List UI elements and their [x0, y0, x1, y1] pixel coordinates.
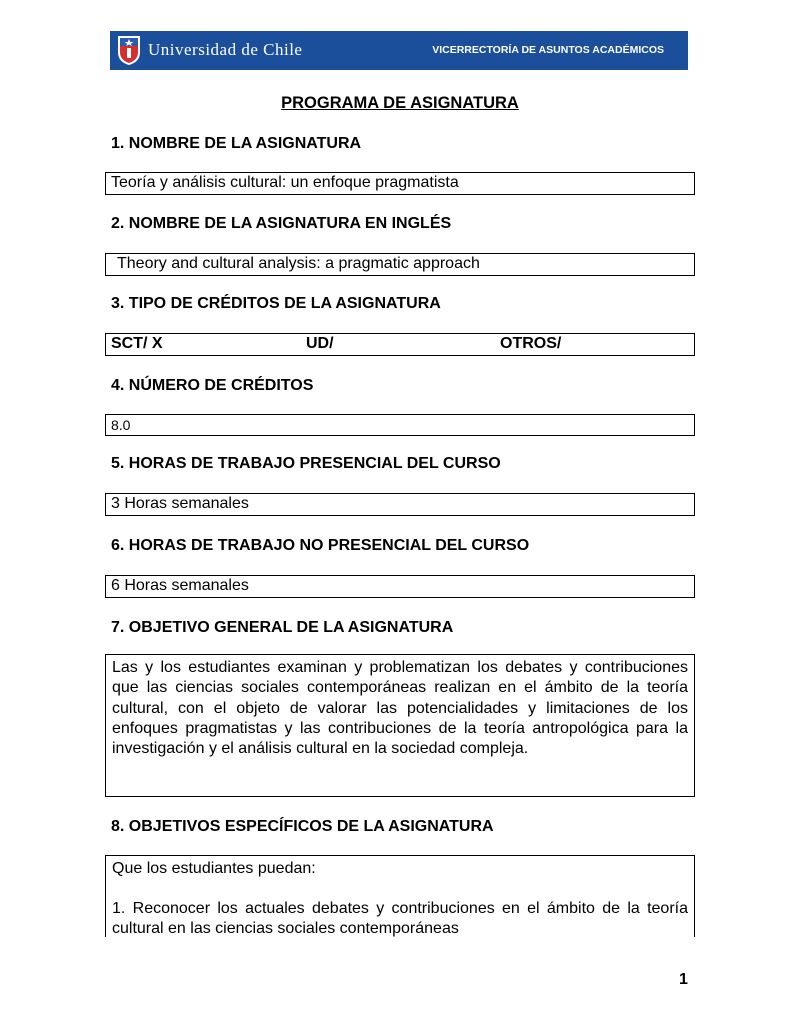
specific-objective-1: 1. Reconocer los actuales debates y contribuciones en el ámbito de la teoría cultural en las ciencias sociales contemporáneas	[112, 900, 688, 938]
credit-type-otros: OTROS/	[500, 335, 562, 352]
section-3-box	[105, 333, 695, 356]
university-name: Universidad de Chile	[148, 40, 303, 59]
page-number: 1	[679, 971, 688, 988]
credit-type-sct: SCT/ X	[111, 335, 163, 352]
university-seal-icon	[116, 34, 142, 66]
section-2-box	[105, 253, 695, 276]
section-3-heading: 3. TIPO DE CRÉDITOS DE LA ASIGNATURA	[111, 295, 441, 312]
credit-type-ud: UD/	[306, 335, 334, 352]
presential-hours: 3 Horas semanales	[111, 495, 249, 512]
section-6-box	[105, 575, 695, 598]
header-banner	[110, 31, 688, 70]
section-7-heading: 7. OBJETIVO GENERAL DE LA ASIGNATURA	[111, 619, 454, 636]
non-presential-hours: 6 Horas semanales	[111, 577, 249, 594]
course-name: Teoría y análisis cultural: un enfoque pragmatista	[111, 174, 459, 191]
section-4-heading: 4. NÚMERO DE CRÉDITOS	[111, 377, 314, 394]
section-2-heading: 2. NOMBRE DE LA ASIGNATURA EN INGLÉS	[111, 215, 452, 232]
section-5-box	[105, 493, 695, 516]
general-objective-text: Las y los estudiantes examinan y problematizan los debates y contribuciones que las ciencias sociales contemporáneas realizan en el ámbito de la teoría cultural, con el objeto de valorar las potencialidades y limitaciones de los enfoques pragmatistas y las contribuciones de la teoría antropológica para la investigación y el análisis cultural en la sociedad compleja.	[112, 659, 688, 758]
credit-count: 8.0	[111, 417, 131, 433]
section-4-box	[105, 414, 695, 436]
section-6-heading: 6. HORAS DE TRABAJO NO PRESENCIAL DEL CURSO	[111, 537, 530, 554]
section-8-heading: 8. OBJETIVOS ESPECÍFICOS DE LA ASIGNATURA	[111, 818, 494, 835]
course-name-english: Theory and cultural analysis: a pragmatic approach	[117, 255, 480, 272]
section-8-box	[105, 855, 695, 937]
office-name: VICERRECTORÍA DE ASUNTOS ACADÉMICOS	[432, 44, 664, 56]
specific-objectives-intro: Que los estudiantes puedan:	[112, 860, 316, 877]
section-5-heading: 5. HORAS DE TRABAJO PRESENCIAL DEL CURSO	[111, 455, 501, 472]
section-1-heading: 1. NOMBRE DE LA ASIGNATURA	[111, 135, 362, 152]
section-7-box	[105, 654, 695, 797]
section-1-box	[105, 172, 695, 195]
page-title: PROGRAMA DE ASIGNATURA	[281, 94, 519, 112]
